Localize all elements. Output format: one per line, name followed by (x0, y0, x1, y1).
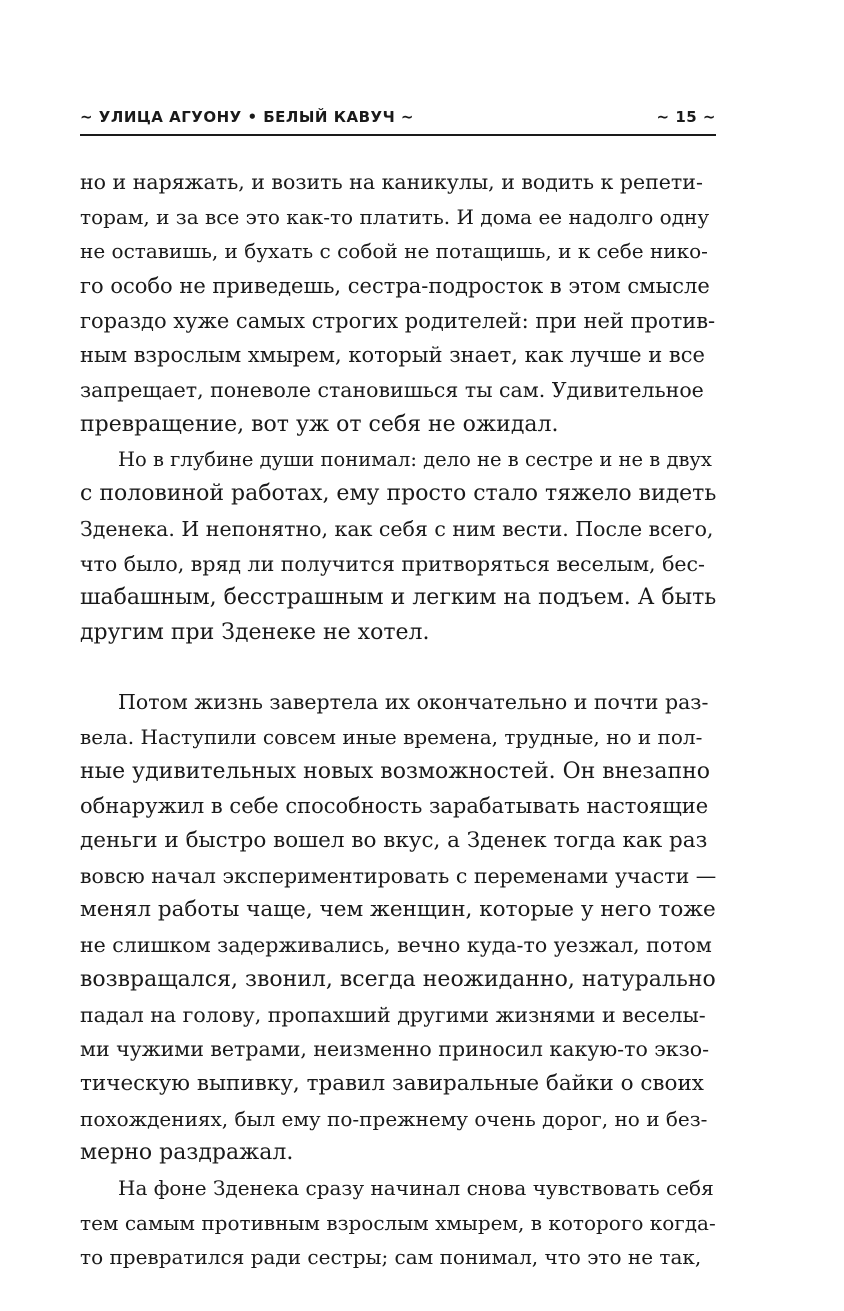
text-line: запрещает, поневоле становишься ты сам. Удивительное (80, 378, 704, 403)
text-line: тем самым противным взрослым хмырем, в которого когда- (80, 1210, 716, 1235)
text-line: но и наряжать, и возить на каникулы, и водить к репети- (80, 170, 703, 194)
text-line: менял работы чаще, чем женщин, которые у него тоже (80, 897, 716, 923)
text-line: превращение, вот уж от себя не ожидал. (80, 411, 559, 437)
text-line: деньги и быстро вошел во вкус, а Зденек тогда как раз (80, 828, 708, 854)
paragraph-break (80, 651, 716, 686)
text-line: гораздо хуже самых строгих родителей: при ней против- (80, 308, 716, 333)
text-line: На фоне Зденека сразу начинал снова чувствовать себя (118, 1175, 714, 1200)
text-line: другим при Зденеке не хотел. (80, 619, 430, 645)
text-line: ми чужими ветрами, неизменно приносил какую-то экзо- (80, 1037, 710, 1062)
text-line: похождениях, был ему по-прежнему очень дорог, но и без- (80, 1106, 708, 1131)
body-text (80, 165, 716, 1275)
text-line: го особо не приведешь, сестра-подросток в этом смысле (80, 274, 710, 299)
text-line: что было, вряд ли получится притворяться веселым, бес- (80, 551, 705, 576)
text-line: падал на голову, пропахший другими жизнями и веселы- (80, 1002, 706, 1027)
text-line: Потом жизнь завертела их окончательно и почти раз- (118, 690, 709, 715)
text-line: с половиной работах, ему просто стало тяжело видеть (80, 481, 717, 507)
text-line: тическую выпивку, травил завиральные байки о своих (80, 1070, 704, 1096)
text-line: мерно раздражал. (80, 1140, 294, 1166)
text-line: не слишком задерживались, вечно куда-то уезжал, потом (80, 933, 712, 958)
text-line: обнаружил в себе способность зарабатывать настоящие (80, 794, 709, 819)
text-line: ные удивительных новых возможностей. Он внезапно (80, 758, 711, 784)
text-line: возвращался, звонил, всегда неожиданно, натурально (80, 966, 716, 992)
text-line: шабашным, бесстрашным и легким на подъем. А быть (80, 585, 717, 611)
text-line: ным взрослым хмырем, который знает, как лучше и все (80, 343, 705, 368)
running-title: ~ УЛИЦА АГУОНУ • БЕЛЫЙ КАВУЧ ~ (80, 108, 414, 126)
text-line: вовсю начал экспериментировать с переменами участи — (80, 863, 717, 888)
text-line: вела. Наступили совсем иные времена, трудные, но и пол- (80, 725, 703, 749)
text-line: Но в глубине души понимал: дело не в сестре и не в двух (118, 447, 712, 471)
text-line: Зденека. И непонятно, как себя с ним вести. После всего, (80, 516, 714, 541)
text-line: не оставишь, и бухать с собой не потащишь, и к себе нико- (80, 239, 708, 264)
text-line: то превратился ради сестры; сам понимал, что это не так, (80, 1245, 702, 1270)
text-line: торам, и за все это как-то платить. И дома ее надолго одну (80, 204, 710, 229)
page-number: ~ 15 ~ (656, 108, 716, 126)
running-header (80, 104, 716, 136)
